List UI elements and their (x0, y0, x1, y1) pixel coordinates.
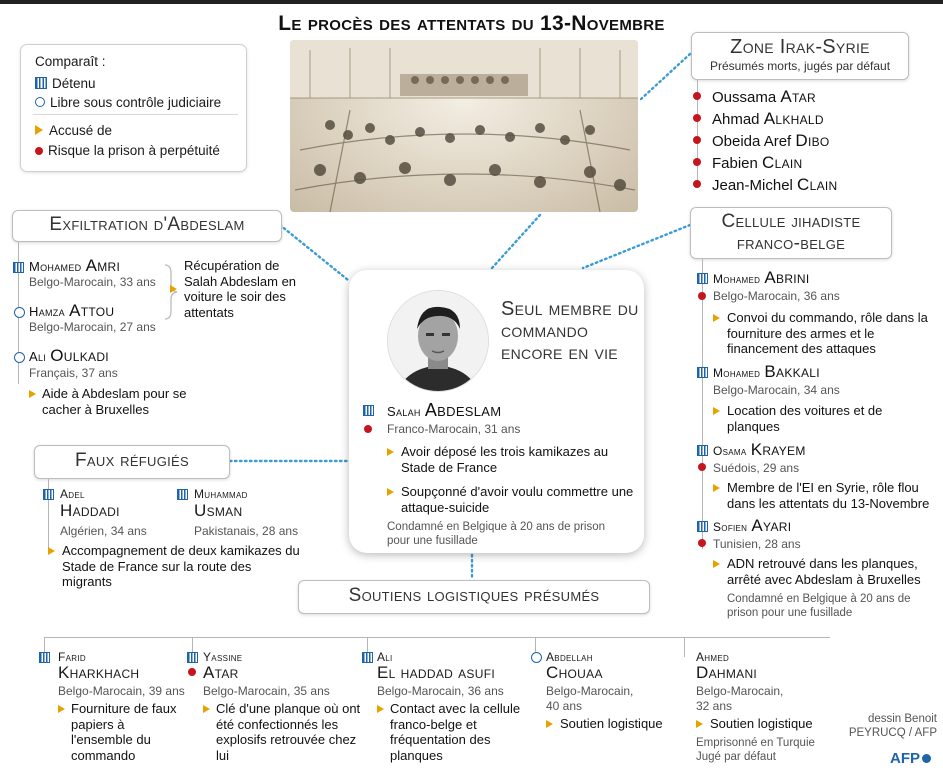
person-oussama-atar: Oussama Atar (712, 87, 817, 106)
oulkadi-description: Aide à Abdeslam pour se cacher à Bruxelles (42, 386, 187, 417)
life-sentence-icon (698, 292, 706, 300)
detainee-icon (697, 521, 708, 532)
person-ali-oulkadi: Ali Oulkadi (29, 346, 109, 365)
asufi-first: Ali (377, 650, 393, 664)
bakkali-nationality: Belgo-Marocain, 34 ans (713, 383, 840, 397)
dahmani-nationality: Belgo-Marocain, 32 ans (696, 684, 784, 713)
ayari-nationality: Tunisien, 28 ans (713, 537, 801, 551)
person-osama-krayem: Osama Krayem (713, 440, 806, 459)
accused-icon (713, 314, 720, 322)
legend-detenu: Détenu (35, 76, 96, 91)
detainee-icon (177, 489, 188, 500)
detainee-icon (13, 262, 24, 273)
haddadi-first: Adel (60, 487, 85, 501)
legend-heading: Comparaît : (35, 54, 106, 69)
central-headline: Seul membre du commando encore en vie (501, 298, 639, 364)
haddadi-last: Haddadi (60, 501, 120, 520)
page-title: Le procès des attentats du 13-Novembre (278, 12, 665, 35)
zone-subtitle: Présumés morts, jugés par défaut (709, 59, 891, 73)
zone-title: Zone Irak-Syrie (730, 36, 870, 58)
person-mohamed-abrini: Mohamed Abrini (713, 268, 810, 287)
ayari-note: Condamné en Belgique à 20 ans de prison pour une fusillade (727, 593, 911, 619)
usman-nationality: Pakistanais, 28 ans (194, 524, 299, 538)
exfil-brace-text: Récupération de Salah Abdeslam en voiture le soir des attentats (184, 258, 297, 320)
detainee-icon (363, 405, 374, 416)
asufi-nationality: Belgo-Marocain, 36 ans (377, 684, 504, 698)
accused-icon (48, 547, 55, 555)
chouaa-last: Chouaa (546, 663, 603, 682)
yassine-nationality: Belgo-Marocain, 35 ans (203, 684, 330, 698)
amri-nationality: Belgo-Marocain, 33 ans (29, 275, 156, 289)
person-obeida-dibo: Obeida Aref Dibo (712, 131, 830, 150)
cellule-connector (702, 259, 703, 549)
person-jean-michel-clain: Jean-Michel Clain (712, 175, 838, 194)
abrini-nationality: Belgo-Marocain, 36 ans (713, 289, 840, 303)
person-hamza-attou: Hamza Attou (29, 301, 115, 320)
accused-icon (696, 720, 703, 728)
ayari-description: ADN retrouvé dans les planques, arrêté avec Abdeslam à Bruxelles (727, 556, 921, 587)
central-name: Salah Abdeslam (387, 400, 502, 420)
faux-refugies-box (34, 445, 230, 479)
faux-description: Accompagnement de deux kamikazes du Stade de France sur la route des migrants (62, 543, 300, 589)
soutiens-tick (684, 637, 685, 657)
asufi-last: El haddad asufi (377, 663, 495, 682)
free-icon (14, 307, 25, 318)
central-desc-1: Avoir déposé les trois kamikazes au Stade de France (401, 444, 609, 475)
krayem-nationality: Suédois, 29 ans (713, 461, 800, 475)
central-nationality: Franco-Marocain, 31 ans (387, 422, 521, 436)
detainee-icon (697, 445, 708, 456)
portrait-drawing (388, 291, 488, 391)
dahmani-description: Soutien logistique (710, 716, 813, 731)
accused-icon (203, 705, 210, 713)
life-sentence-icon (698, 539, 706, 547)
bakkali-description: Location des voitures et de planques (727, 403, 883, 434)
usman-last: Usman (194, 501, 243, 520)
chouaa-description: Soutien logistique (560, 716, 663, 731)
accused-icon (546, 720, 553, 728)
cellule-title: Cellule jihadiste franco-belge (721, 211, 861, 254)
credit: dessin Benoit PEYRUCQ / AFP (848, 713, 937, 739)
detainee-icon (39, 652, 50, 663)
central-desc-2: Soupçonné d'avoir voulu commettre une attaque-suicide (401, 484, 634, 515)
soutiens-connector (44, 637, 830, 638)
accused-icon (713, 484, 720, 492)
asufi-description: Contact avec la cellule franco-belge et fréquentation des planques (390, 701, 521, 763)
accused-icon (713, 560, 720, 568)
yassine-last: Atar (203, 663, 239, 682)
legend-libre: Libre sous contrôle judiciaire (35, 95, 221, 110)
detainee-icon (187, 652, 198, 663)
chouaa-nationality: Belgo-Marocain, 40 ans (546, 684, 634, 713)
detainee-icon (697, 367, 708, 378)
exfiltration-title: Exfiltration d'Abdeslam (49, 214, 245, 235)
free-icon (531, 652, 542, 663)
chouaa-first: Abdellah (546, 650, 593, 664)
central-note: Condamné en Belgique à 20 ans de prison pour une fusillade (387, 521, 606, 547)
kharkhach-first: Farid (58, 650, 86, 664)
yassine-description: Clé d'une planque où ont été confectionnés les explosifs retrouvée chez lui (216, 701, 361, 763)
soutiens-box (298, 580, 650, 614)
krayem-description: Membre de l'EI en Syrie, rôle flou dans les attentats du 13-Novembre (727, 480, 930, 511)
detainee-icon (362, 652, 373, 663)
accused-icon (58, 705, 65, 713)
exfiltration-box (12, 210, 282, 242)
legend-risque: Risque la prison à perpétuité (35, 143, 220, 158)
dahmani-first: Ahmed (696, 650, 730, 664)
life-sentence-icon (364, 425, 372, 433)
person-mohamed-amri: Mohamed Amri (29, 256, 121, 275)
faux-refugies-title: Faux réfugiés (75, 450, 189, 471)
person-sofien-ayari: Sofien Ayari (713, 516, 792, 535)
accused-icon (29, 390, 36, 398)
portrait (387, 290, 489, 392)
accused-icon (387, 448, 394, 456)
kharkhach-description: Fourniture de faux papiers à l'ensemble du commando (71, 701, 177, 763)
accused-icon (170, 285, 177, 293)
dahmani-last: Dahmani (696, 663, 758, 682)
detainee-icon (697, 273, 708, 284)
dahmani-note: Emprisonné en Turquie Jugé par défaut (696, 737, 815, 763)
life-sentence-icon (188, 668, 196, 676)
yassine-first: Yassine (203, 650, 243, 664)
soutiens-title: Soutiens logistiques présumés (348, 585, 600, 606)
abdeslam-card (349, 270, 644, 553)
oulkadi-nationality: Français, 37 ans (29, 366, 118, 380)
haddadi-nationality: Algérien, 34 ans (60, 524, 147, 538)
legend-accuse: Accusé de (35, 123, 112, 138)
attou-nationality: Belgo-Marocain, 27 ans (29, 320, 156, 334)
usman-first: Muhammad (194, 487, 248, 501)
kharkhach-nationality: Belgo-Marocain, 39 ans (58, 684, 185, 698)
free-icon (14, 352, 25, 363)
accused-icon (377, 705, 384, 713)
accused-icon (713, 407, 720, 415)
accused-icon (387, 488, 394, 496)
cellule-box (690, 207, 892, 259)
kharkhach-last: Kharkhach (58, 663, 140, 682)
life-sentence-icon (698, 463, 706, 471)
detainee-icon (43, 489, 54, 500)
afp-dot-icon (922, 754, 931, 763)
abrini-description: Convoi du commando, rôle dans la fourniture des armes et le financement des attaques (727, 310, 928, 356)
person-fabien-clain: Fabien Clain (712, 153, 803, 172)
afp-logo: AFP (890, 750, 931, 767)
person-mohamed-bakkali: Mohamed Bakkali (713, 362, 820, 381)
person-ahmad-alkhald: Ahmad Alkhald (712, 109, 824, 128)
